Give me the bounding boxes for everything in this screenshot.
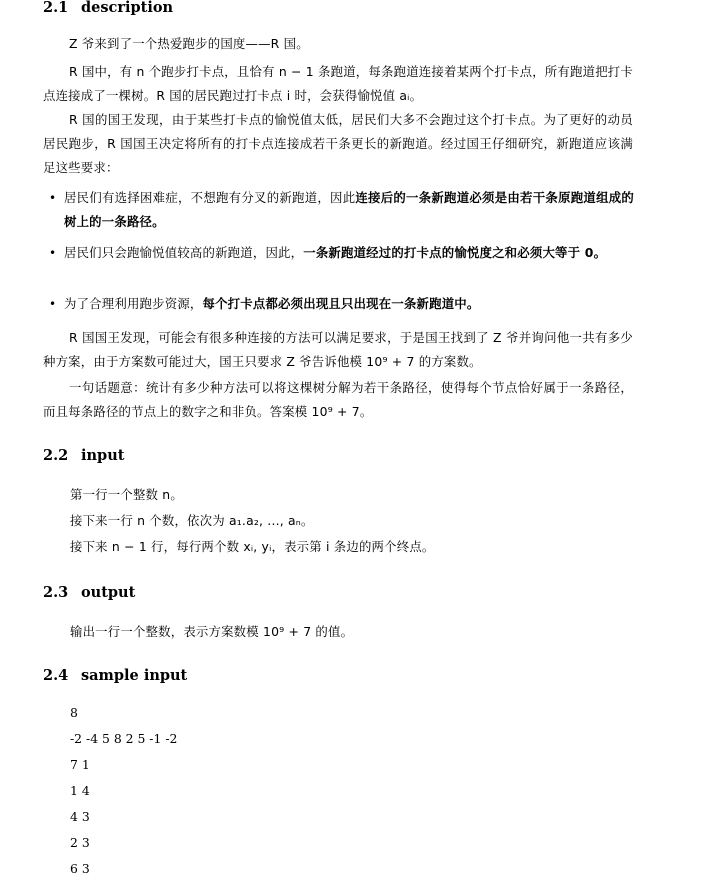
description-paragraph-1: Z 爷来到了一个热爱跑步的国度——R 国。 xyxy=(69,36,309,51)
section-title: input xyxy=(81,447,125,464)
sample-line: 4 3 xyxy=(70,809,90,824)
section-number: 2.2 xyxy=(43,447,69,464)
sample-line: 7 1 xyxy=(70,757,90,772)
section-heading-input xyxy=(43,447,124,464)
section-number: 2.1 xyxy=(43,0,69,16)
bullet-icon: • xyxy=(49,246,57,260)
section-number: 2.4 xyxy=(43,667,69,684)
section-title: sample input xyxy=(81,667,188,684)
requirement-item-1 xyxy=(49,186,634,234)
section-heading-sample-input xyxy=(43,667,187,684)
sample-line: 2 3 xyxy=(70,835,90,850)
bullet-icon: • xyxy=(49,191,57,205)
section-heading-description xyxy=(43,0,173,16)
requirement-emphasis: 每个打卡点都必须出现且只出现在一条新跑道中。 xyxy=(202,296,480,311)
description-paragraph-5: 一句话题意：统计有多少种方法可以将这棵树分解为若干条路径，使得每个节点恰好属于一条路径，而且每条路径的节点上的数字之和非负。答案模 10⁹ + 7。 xyxy=(43,380,633,419)
requirement-emphasis: 一条新跑道经过的打卡点的愉悦度之和必须大等于 0。 xyxy=(303,245,607,260)
sample-line: 1 4 xyxy=(70,783,90,798)
requirement-text: 居民们有选择困难症，不想跑有分叉的新跑道，因此 xyxy=(64,190,356,205)
sample-line: -2 -4 5 8 2 5 -1 -2 xyxy=(70,731,178,746)
section-number: 2.3 xyxy=(43,584,69,601)
output-line-1: 输出一行一个整数，表示方案数模 10⁹ + 7 的值。 xyxy=(70,624,354,639)
requirement-emphasis: 连接后的一条新跑道必须是由若干条原跑道组成的树上的一条路径。 xyxy=(64,190,634,229)
requirement-item-3 xyxy=(49,292,634,316)
section-title: output xyxy=(81,584,136,601)
requirement-text: 为了合理利用跑步资源， xyxy=(64,296,203,311)
description-paragraph-4: R 国国王发现，可能会有很多种连接的方法可以满足要求，于是国王找到了 Z 爷并询问他一共有多少种方案，由于方案数可能过大，国王只要求 Z 爷告诉他模 10⁹ + 7 的方案数。 xyxy=(43,330,633,369)
sample-line: 6 3 xyxy=(70,861,90,876)
description-paragraph-3: R 国的国王发现，由于某些打卡点的愉悦值太低，居民们大多不会跑过这个打卡点。为了更好的动员居民跑步，R 国国王决定将所有的打卡点连接成若干条更长的新跑道。经过国王仔细研究，新跑道应该满足这些要求： xyxy=(43,112,633,175)
description-paragraph-2: R 国中，有 n 个跑步打卡点，且恰有 n − 1 条跑道，每条跑道连接着某两个打卡点，所有跑道把打卡点连接成了一棵树。R 国的居民跑过打卡点 i 时，会获得愉悦值 aᵢ。 xyxy=(43,64,633,103)
input-line-3: 接下来 n − 1 行，每行两个数 xᵢ, yᵢ，表示第 i 条边的两个终点。 xyxy=(70,539,435,554)
requirement-item-2 xyxy=(49,241,634,265)
input-line-1: 第一行一个整数 n。 xyxy=(70,487,183,502)
section-title: description xyxy=(81,0,174,16)
input-line-2: 接下来一行 n 个数，依次为 a₁.a₂, ..., aₙ。 xyxy=(70,513,314,528)
sample-line: 8 xyxy=(70,705,78,720)
bullet-icon: • xyxy=(49,297,57,311)
section-heading-output xyxy=(43,584,135,601)
requirement-text: 居民们只会跑愉悦值较高的新跑道，因此， xyxy=(64,245,304,260)
